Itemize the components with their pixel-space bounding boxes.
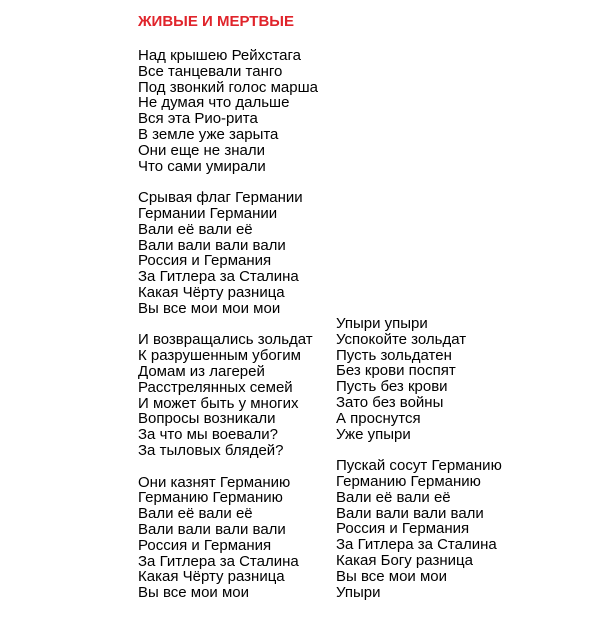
poem-line: Успокойте зольдат	[336, 330, 467, 348]
poem-line: Пусть зольдатен	[336, 346, 452, 364]
poem-line: Они казнят Германию	[138, 473, 291, 491]
poem-line: Какая Чёрту разница	[138, 283, 285, 301]
poem-line: Вы все мои мои	[138, 584, 249, 602]
poem-line: Вали вали вали вали	[138, 236, 286, 254]
poem-line: За Гитлера за Сталина	[336, 536, 497, 554]
stanza	[336, 458, 502, 600]
poem-line: Вали вали вали вали	[336, 504, 484, 522]
stanza	[138, 190, 318, 316]
poem-line: Пускай сосут Германию	[336, 457, 502, 475]
poem-line: Вопросы возникали	[138, 410, 276, 428]
poem-line: Вы все мои мои мои	[138, 299, 281, 317]
poem-line: Домам из лагерей	[138, 362, 265, 380]
poem-line: В земле уже зарыта	[138, 125, 279, 143]
stanza	[138, 475, 318, 601]
right-column	[336, 316, 502, 600]
poem-line: Без крови поспят	[336, 362, 456, 380]
poem-line: Над крышею Рейхстага	[138, 47, 302, 64]
poem-line: Под звонкий голос марша	[138, 78, 318, 96]
poem-line: Зато без войны	[336, 393, 444, 411]
poem-line: Россия и Германия	[138, 252, 272, 270]
poem-line: А проснутся	[336, 409, 421, 427]
poem-line: За что мы воевали?	[138, 426, 278, 444]
poem-line: Вся эта Рио-рита	[138, 110, 258, 128]
poem-line: Не думая что дальше	[138, 94, 290, 112]
poem-line: Вали её вали её	[336, 488, 451, 506]
poem-line: К разрушенным убогим	[138, 347, 301, 365]
left-column	[138, 48, 318, 601]
stanza	[336, 316, 502, 442]
poem-line: Что сами умирали	[138, 157, 266, 175]
poem-line: Германию Германию	[138, 489, 283, 507]
poem-title: ЖИВЫЕ И МЕРТВЫЕ	[138, 13, 294, 30]
poem-line: Расстрелянных семей	[138, 378, 293, 396]
poem-line: Пусть без крови	[336, 378, 448, 396]
poem-line: Они еще не знали	[138, 141, 265, 159]
poem-line: И может быть у многих	[138, 394, 299, 412]
poem-line: Россия и Германия	[336, 520, 470, 538]
poem-line: И возвращались зольдат	[138, 331, 313, 349]
poem-line: Уже упыри	[336, 425, 411, 443]
poem-line: Германии Германии	[138, 204, 278, 222]
stanza	[138, 48, 318, 174]
poem-line: За Гитлера за Сталина	[138, 552, 299, 570]
poem-line: Какая Богу разница	[336, 551, 473, 569]
poem-line: Упыри упыри	[336, 315, 428, 332]
poem-line: За тыловых блядей?	[138, 441, 284, 459]
poem-line: Вы все мои мои	[336, 567, 447, 585]
poem-line: Россия и Германия	[138, 536, 272, 554]
poem-line: Вали вали вали вали	[138, 520, 286, 538]
poem-line: Какая Чёрту разница	[138, 568, 285, 586]
poem-line: Вали её вали её	[138, 220, 253, 238]
poem-line: Вали её вали её	[138, 505, 253, 523]
poem-line: Упыри	[336, 583, 381, 601]
poem-line: Срывая флаг Германии	[138, 189, 303, 207]
poem-line: За Гитлера за Сталина	[138, 268, 299, 286]
stanza	[138, 332, 318, 458]
poem-line: Германию Германию	[336, 472, 481, 490]
poem-line: Все танцевали танго	[138, 62, 283, 80]
